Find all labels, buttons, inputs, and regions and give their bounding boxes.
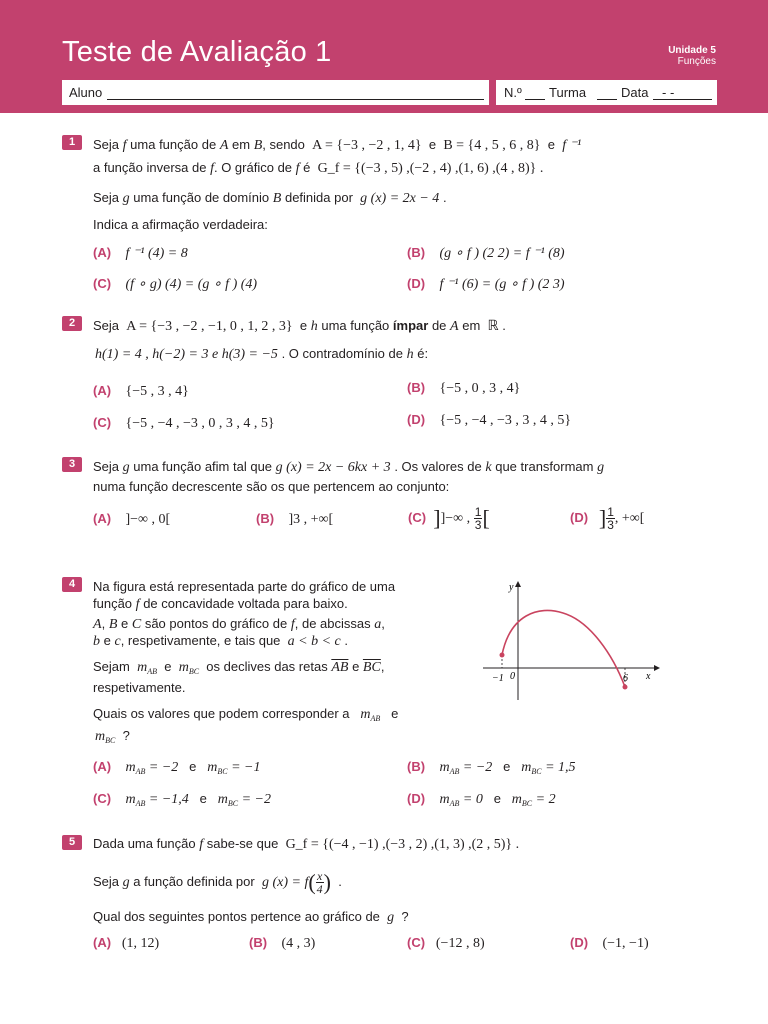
text: os declives das retas — [206, 659, 328, 674]
var-A: A — [93, 617, 102, 632]
denominator: 4 — [316, 882, 323, 897]
value: = −2 — [462, 760, 493, 775]
option-label: (B) — [407, 380, 426, 395]
q1-option-b[interactable] — [407, 245, 565, 262]
value: = 1,5 — [545, 760, 576, 775]
var-g: g — [122, 875, 130, 890]
g-definition: g (x) = f — [261, 875, 309, 890]
text: ? — [401, 909, 409, 924]
var-g: g — [387, 910, 395, 925]
slope-mbc: $m_{BC}$ — [178, 660, 200, 676]
q1-option-c[interactable] — [93, 276, 257, 293]
turma-label: Turma — [549, 85, 587, 100]
text: uma função de domínio — [133, 190, 270, 205]
text: . O contradomínio de — [281, 346, 403, 361]
slope-mab: $m_{AB}$ — [360, 707, 381, 723]
q4-option-b[interactable] — [407, 759, 576, 780]
text: , de abcissas — [294, 616, 371, 631]
q3-option-b[interactable] — [256, 511, 333, 528]
aluno-label: Aluno — [69, 85, 103, 100]
numero-label: N.º — [504, 85, 522, 100]
text: . — [338, 874, 342, 889]
option-text: (f ∘ g) (4) = (g ∘ f ) (4) — [125, 277, 258, 292]
text: . — [344, 633, 348, 648]
option-label: (A) — [93, 383, 112, 398]
text: , — [381, 616, 385, 631]
q1-option-a[interactable] — [93, 245, 188, 262]
value: = 2 — [535, 792, 556, 807]
text: e — [428, 137, 437, 152]
text: , sendo — [262, 137, 305, 152]
text: e — [299, 318, 308, 333]
value: = −2 — [148, 760, 179, 775]
option-label: (D) — [570, 510, 589, 525]
var-B: B — [272, 191, 282, 206]
unit-topic: Funções — [677, 56, 716, 67]
option-text: ]−∞ , 0[ — [125, 512, 171, 527]
text: e — [103, 633, 111, 648]
graph-set: G_f = {(−4 , −1) ,(−3 , 2) ,(1, 3) ,(2 , 5)} . — [285, 837, 520, 852]
text: ? — [122, 728, 130, 743]
slope-mab: $m_{AB}$ — [137, 660, 157, 676]
question-number: 5 — [62, 835, 82, 850]
set-A: A = {−3 , −2 , −1, 0 , 1, 2 , 3} — [126, 319, 293, 334]
bracket-close: [ — [482, 505, 490, 531]
text: sabe-se que — [206, 836, 279, 851]
option-text: (1, 12) — [121, 936, 160, 951]
option-text: (−12 , 8) — [435, 936, 485, 951]
option-text: , +∞[ — [614, 511, 645, 526]
paren-open: ( — [308, 869, 316, 895]
student-name-box — [62, 80, 489, 105]
var-f: f — [210, 161, 214, 176]
text: são pontos do gráfico de — [144, 616, 288, 631]
data-label: Data — [621, 85, 649, 100]
text: e — [493, 791, 501, 806]
line-AB: $\overline{AB}$ — [331, 660, 349, 675]
q1-prompt: Indica a afirmação verdadeira: — [93, 217, 268, 232]
q4-line-6: respetivamente. — [93, 680, 186, 695]
value: = −1 — [231, 760, 261, 775]
var-h: h — [310, 319, 318, 334]
q2-option-d[interactable] — [407, 412, 571, 429]
text: . Os valores de — [394, 459, 482, 474]
text: Seja — [93, 459, 120, 474]
option-text: f ⁻¹ (4) = 8 — [125, 246, 188, 261]
q2-option-b[interactable] — [407, 380, 520, 397]
var-A: A — [450, 319, 459, 334]
emphasis-impar: ímpar — [392, 318, 429, 333]
text: . O gráfico de — [213, 160, 293, 175]
q5-line-1 — [93, 836, 519, 853]
option-text: {−5 , −4 , −3 , 0 , 3 , 4 , 5} — [125, 416, 275, 431]
x-label: x — [646, 671, 651, 682]
q1-line-2 — [93, 160, 543, 177]
option-text: $m_{BC} = 1,5$ — [521, 760, 576, 776]
text: , respetivamente, e tais que — [120, 633, 281, 648]
q4-line-3 — [93, 616, 385, 633]
text: a função inversa de — [93, 160, 207, 175]
question-number: 1 — [62, 135, 82, 150]
option-text: f ⁻¹ (6) = (g ∘ f ) (2 3) — [439, 277, 565, 292]
option-label: (C) — [407, 935, 426, 950]
option-text: $m_{AB} = -1,4$ — [125, 792, 189, 808]
var-f: f — [290, 617, 295, 632]
option-label: (A) — [93, 935, 112, 950]
q3-option-a[interactable] — [93, 511, 170, 528]
q3-line-1 — [93, 459, 604, 476]
g-definition: g (x) = 2x − 4 — [360, 191, 440, 206]
option-label: (B) — [407, 759, 426, 774]
point-c — [623, 685, 628, 690]
q3-line-2: numa função decrescente são os que pertencem ao conjunto: — [93, 479, 450, 494]
text: de concavidade voltada para baixo. — [143, 596, 348, 611]
value: = −1,4 — [148, 792, 189, 807]
question-number: 4 — [62, 577, 82, 592]
q4-line-8 — [95, 728, 130, 749]
q4-line-7 — [93, 706, 398, 727]
q1-option-d[interactable] — [407, 276, 565, 293]
text: , — [380, 659, 385, 674]
var-f: f — [295, 161, 300, 176]
paren-close: ) — [323, 869, 331, 895]
text: Seja — [93, 190, 120, 205]
question-number: 2 — [62, 316, 82, 331]
option-label: (C) — [93, 276, 112, 291]
date-separators: - - — [662, 85, 675, 100]
option-label: (B) — [256, 511, 275, 526]
header-banner — [0, 0, 768, 113]
q5-option-b[interactable] — [249, 935, 315, 952]
text: e — [121, 616, 129, 631]
q2-option-c[interactable] — [93, 415, 275, 432]
set-B: B = {4 , 5 , 6 , 8} — [443, 138, 541, 153]
q5-option-a[interactable] — [93, 935, 159, 952]
value: = −2 — [241, 792, 271, 807]
text: , — [101, 616, 106, 631]
unit-label — [668, 45, 716, 67]
option-text: $m_{AB} = -2$ — [125, 760, 179, 776]
text: e — [391, 706, 399, 721]
denominator: 3 — [474, 518, 482, 533]
option-label: (A) — [93, 511, 112, 526]
fraction-x-over-4 — [316, 870, 324, 895]
h-values: h(1) = 4 , h(−2) = 3 e h(3) = −5 — [95, 347, 278, 362]
var-f: f — [135, 597, 140, 612]
option-label: (C) — [93, 415, 112, 430]
q5-option-d[interactable] — [570, 935, 649, 952]
q1-line-1 — [93, 137, 581, 154]
unit-number: Unidade 5 — [668, 45, 716, 56]
text: e — [189, 759, 197, 774]
option-text: $m_{BC} = -1$ — [207, 760, 261, 776]
q3-option-d[interactable] — [570, 503, 644, 534]
option-label: (B) — [249, 935, 268, 950]
q2-option-a[interactable] — [93, 383, 189, 400]
student-info-box — [496, 80, 717, 105]
q4-option-a[interactable] — [93, 759, 261, 780]
text: . — [502, 318, 506, 333]
parabola-curve — [502, 610, 625, 687]
text: Quais os valores que podem corresponder a — [93, 706, 350, 721]
q4-option-d[interactable] — [407, 791, 556, 812]
text: é — [303, 160, 311, 175]
point-a — [500, 653, 505, 658]
text: Qual dos seguintes pontos pertence ao gráfico de — [93, 909, 380, 924]
aluno-field[interactable] — [107, 99, 484, 100]
y-axis-arrow — [515, 581, 521, 587]
text: e — [199, 791, 207, 806]
y-label: y — [509, 582, 514, 593]
option-label: (B) — [407, 245, 426, 260]
option-text: {−5 , 3 , 4} — [125, 384, 189, 399]
g-definition: g (x) = 2x − 6kx + 3 — [275, 460, 391, 475]
var-g: g — [122, 460, 130, 475]
text: e — [164, 659, 172, 674]
var-g: g — [597, 460, 605, 475]
text: definida por — [284, 190, 353, 205]
var-f: f — [199, 837, 204, 852]
f-inverse: f ⁻¹ — [562, 138, 582, 153]
option-label: (C) — [93, 791, 112, 806]
q4-line-1: Na figura está representada parte do gráfico de uma — [93, 579, 396, 594]
option-label: (D) — [407, 412, 426, 427]
option-text: $m_{BC} = 2$ — [511, 792, 556, 808]
text: uma função de — [130, 137, 217, 152]
text: que transformam — [495, 459, 594, 474]
q5-line-2 — [93, 865, 342, 900]
var-C: C — [131, 617, 142, 632]
x-axis-arrow — [654, 665, 660, 671]
var-B: B — [253, 138, 263, 153]
var-k: k — [485, 460, 492, 475]
text: em — [462, 318, 481, 333]
tick-six: 6 — [623, 673, 628, 684]
option-label: (D) — [570, 935, 589, 950]
q4-line-2 — [93, 596, 348, 613]
option-text: $m_{AB} = 0$ — [439, 792, 483, 808]
tick-minus-one: −1 — [492, 673, 504, 684]
slope-mbc: $m_{BC}$ — [95, 729, 116, 745]
option-label: (A) — [93, 759, 112, 774]
option-label: (D) — [407, 276, 426, 291]
q5-line-3 — [93, 909, 409, 926]
option-text: {−5 , 0 , 3 , 4} — [439, 381, 521, 396]
var-g: g — [122, 191, 130, 206]
q4-graph — [478, 575, 668, 705]
numerator: 1 — [607, 505, 614, 520]
option-label: (A) — [93, 245, 112, 260]
text: de — [431, 318, 447, 333]
option-text: ]−∞ , — [440, 511, 471, 526]
option-label: (C) — [408, 510, 427, 525]
option-text: (4 , 3) — [281, 936, 316, 951]
bracket-open: ] — [433, 505, 441, 531]
q4-line-5 — [93, 659, 384, 680]
text: . — [442, 190, 447, 205]
text: uma função afim tal que — [133, 459, 273, 474]
graph-set: G_f = {(−3 , 5) ,(−2 , 4) ,(1, 6) ,(4 , 8)} . — [317, 161, 544, 176]
var-h: h — [406, 347, 414, 362]
option-text: ]3 , +∞[ — [288, 512, 334, 527]
text: Seja — [93, 137, 120, 152]
tick-zero: 0 — [510, 671, 515, 682]
q5-option-c[interactable] — [407, 935, 485, 952]
real-numbers-symbol: ℝ — [487, 319, 499, 334]
set-A: A = {−3 , −2 , 1, 4} — [312, 138, 422, 153]
value: = 0 — [462, 792, 483, 807]
bracket-open: ] — [598, 505, 607, 531]
text: e — [503, 759, 511, 774]
text: função — [93, 596, 133, 611]
option-text: $m_{AB} = -2$ — [439, 760, 493, 776]
text: e — [352, 659, 360, 674]
text: Seja — [93, 318, 120, 333]
var-c: c — [114, 634, 121, 649]
q4-option-c[interactable] — [93, 791, 271, 812]
q2-line-2 — [95, 346, 428, 363]
q2-line-1 — [93, 318, 506, 335]
option-text: (−1, −1) — [602, 936, 649, 951]
option-text: $m_{BC} = -2$ — [217, 792, 271, 808]
numerator: 1 — [474, 505, 482, 520]
option-text: (g ∘ f ) (2 2) = f ⁻¹ (8) — [439, 246, 565, 261]
q1-line-3 — [93, 190, 447, 207]
var-a: a — [374, 617, 382, 632]
numerator: x — [316, 869, 323, 884]
option-text: {−5 , −4 , −3 , 3 , 4 , 5} — [439, 413, 572, 428]
var-b: b — [93, 634, 100, 649]
page-title: Teste de Avaliação 1 — [62, 36, 332, 68]
denominator: 3 — [607, 518, 614, 533]
text: Seja — [93, 874, 120, 889]
text: é: — [417, 346, 429, 361]
text: Sejam — [93, 659, 130, 674]
text: e — [547, 137, 555, 152]
text: Dada uma função — [93, 836, 196, 851]
fraction-one-third — [606, 506, 615, 531]
text: a função definida por — [133, 874, 255, 889]
turma-field[interactable] — [597, 99, 617, 100]
numero-field[interactable] — [525, 99, 545, 100]
option-label: (D) — [407, 791, 426, 806]
line-BC: $\overline{BC}$ — [362, 660, 381, 675]
var-f: f — [122, 138, 127, 153]
q4-line-4 — [93, 633, 348, 650]
var-A: A — [219, 138, 229, 153]
text: uma função — [321, 318, 390, 333]
var-B: B — [108, 617, 118, 632]
order-relation: a < b < c — [287, 634, 341, 649]
text: em — [232, 137, 251, 152]
question-number: 3 — [62, 457, 82, 472]
q3-option-c[interactable] — [408, 503, 490, 534]
